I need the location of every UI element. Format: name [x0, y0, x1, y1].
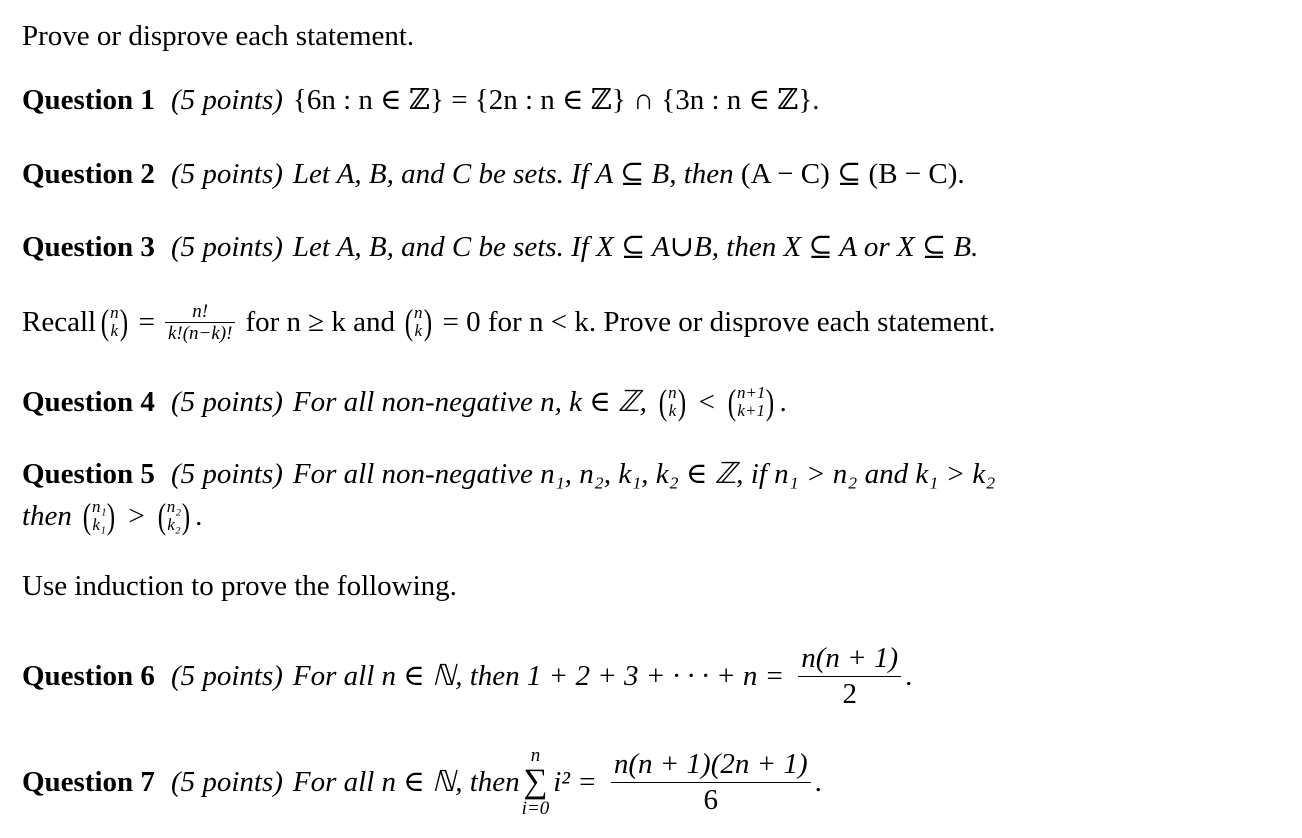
question-statement: For all n ∈ ℕ, then	[292, 765, 520, 798]
question-points: (5 points)	[170, 385, 283, 418]
question-3	[22, 233, 978, 262]
sigma-symbol: ∑	[523, 763, 548, 800]
question-label: Question 5	[22, 458, 155, 490]
question-label: Question 1	[22, 84, 155, 116]
binom-bottom: k	[414, 321, 423, 340]
binom-stack	[167, 498, 181, 534]
left-paren: (	[658, 382, 668, 422]
binomial-coefficient	[657, 384, 688, 420]
question-statement: Let A, B, and C be sets. If X ⊆ A∪B, then X ⊆ A or X ⊆ B.	[292, 231, 979, 263]
question-points: (5 points)	[170, 765, 283, 798]
question-2	[22, 160, 965, 189]
question-points: (5 points)	[170, 158, 283, 190]
factorial-fraction	[165, 302, 236, 343]
right-paren: )	[107, 496, 116, 536]
fraction-numerator: n(n + 1)(2n + 1)	[611, 750, 811, 783]
question-points: (5 points)	[170, 458, 283, 490]
fraction-denominator: 2	[842, 677, 857, 710]
binom-stack	[737, 384, 765, 420]
left-paren: (	[727, 382, 737, 422]
question-statement: For all non-negative n, k ∈ ℤ,	[292, 385, 655, 418]
left-paren: (	[157, 496, 166, 536]
right-paren: )	[677, 382, 686, 422]
binom-top: n	[668, 383, 677, 403]
binom-bottom: k	[110, 321, 119, 340]
equals-sign: =	[138, 305, 155, 338]
question-5	[22, 460, 995, 489]
instruction-text: Prove or disprove each statement.	[22, 20, 415, 52]
left-paren: (	[404, 302, 414, 342]
binom-bottom: k₁	[92, 515, 106, 534]
binom-top: n₂	[166, 497, 182, 517]
fraction-numerator: n(n + 1)	[798, 644, 901, 677]
recall-condition: for n ≥ k and	[245, 305, 396, 338]
instruction-prove-disprove	[22, 22, 414, 51]
period: .	[905, 659, 913, 692]
instruction-text: Use induction to prove the following.	[22, 570, 457, 602]
question-statement: For all non-negative n₁, n₂, k₁, k₂ ∈ ℤ, if n₁ > n₂ and k₁ > k₂	[292, 458, 996, 490]
question-points: (5 points)	[170, 231, 283, 263]
binomial-coefficient	[81, 498, 117, 534]
question-label: Question 2	[22, 158, 155, 190]
sum-of-squares-fraction	[611, 747, 811, 816]
binom-stack	[92, 498, 106, 534]
question-5-continuation	[22, 494, 202, 538]
binomial-coefficient	[403, 304, 434, 340]
fraction-denominator: k!(n−k)!	[167, 322, 233, 344]
question-4	[22, 380, 787, 424]
binom-top: n₁	[91, 497, 107, 517]
question-math: (A − C) ⊆ (B − C).	[740, 158, 965, 190]
binom-top: n	[110, 303, 119, 323]
right-paren: )	[423, 302, 432, 342]
instruction-induction	[22, 572, 457, 601]
left-paren: (	[82, 496, 92, 536]
binom-top: n+1	[736, 383, 766, 403]
relation-sign: <	[698, 385, 715, 418]
binom-stack	[668, 384, 677, 420]
question-7	[22, 740, 822, 824]
fraction-denominator: 6	[703, 783, 718, 816]
sum-upper-limit: n	[530, 745, 541, 766]
right-paren: )	[119, 302, 128, 342]
binom-stack	[414, 304, 423, 340]
binomial-coefficient	[726, 384, 776, 420]
summation	[522, 746, 550, 818]
binom-bottom: k	[668, 401, 677, 420]
recall-zero-clause: = 0 for n < k. Prove or disprove each statement.	[442, 305, 996, 338]
binomial-coefficient	[99, 304, 130, 340]
binomial-coefficient	[156, 498, 192, 534]
period: .	[195, 499, 203, 532]
binom-stack	[110, 304, 119, 340]
left-paren: (	[100, 302, 110, 342]
summand: i² =	[553, 765, 597, 798]
then-word: then	[22, 499, 72, 532]
question-label: Question 7	[22, 765, 155, 798]
question-label: Question 6	[22, 659, 155, 692]
question-6	[22, 636, 912, 716]
right-paren: )	[766, 382, 775, 422]
question-statement: Let A, B, and C be sets. If A ⊆ B, then	[292, 158, 741, 190]
binom-bottom: k+1	[737, 401, 765, 420]
period: .	[814, 765, 822, 798]
period: .	[779, 385, 787, 418]
question-label: Question 4	[22, 385, 155, 418]
question-points: (5 points)	[170, 659, 283, 692]
sum-lower-limit: i=0	[521, 798, 550, 819]
question-1	[22, 86, 820, 115]
binom-top: n	[414, 303, 423, 323]
question-statement: For all n ∈ ℕ, then 1 + 2 + 3 + · · · + n =	[292, 659, 785, 692]
question-label: Question 3	[22, 231, 155, 263]
question-statement: {6n : n ∈ ℤ} = {2n : n ∈ ℤ} ∩ {3n : n ∈ ℤ}.	[292, 84, 820, 116]
fraction-numerator: n!	[165, 302, 236, 323]
question-points: (5 points)	[170, 84, 283, 116]
sum-formula-fraction	[798, 641, 901, 710]
recall-definition	[22, 300, 996, 344]
relation-sign: >	[128, 499, 145, 532]
binom-bottom: k₂	[167, 515, 181, 534]
recall-word: Recall	[22, 305, 97, 338]
right-paren: )	[181, 496, 191, 536]
